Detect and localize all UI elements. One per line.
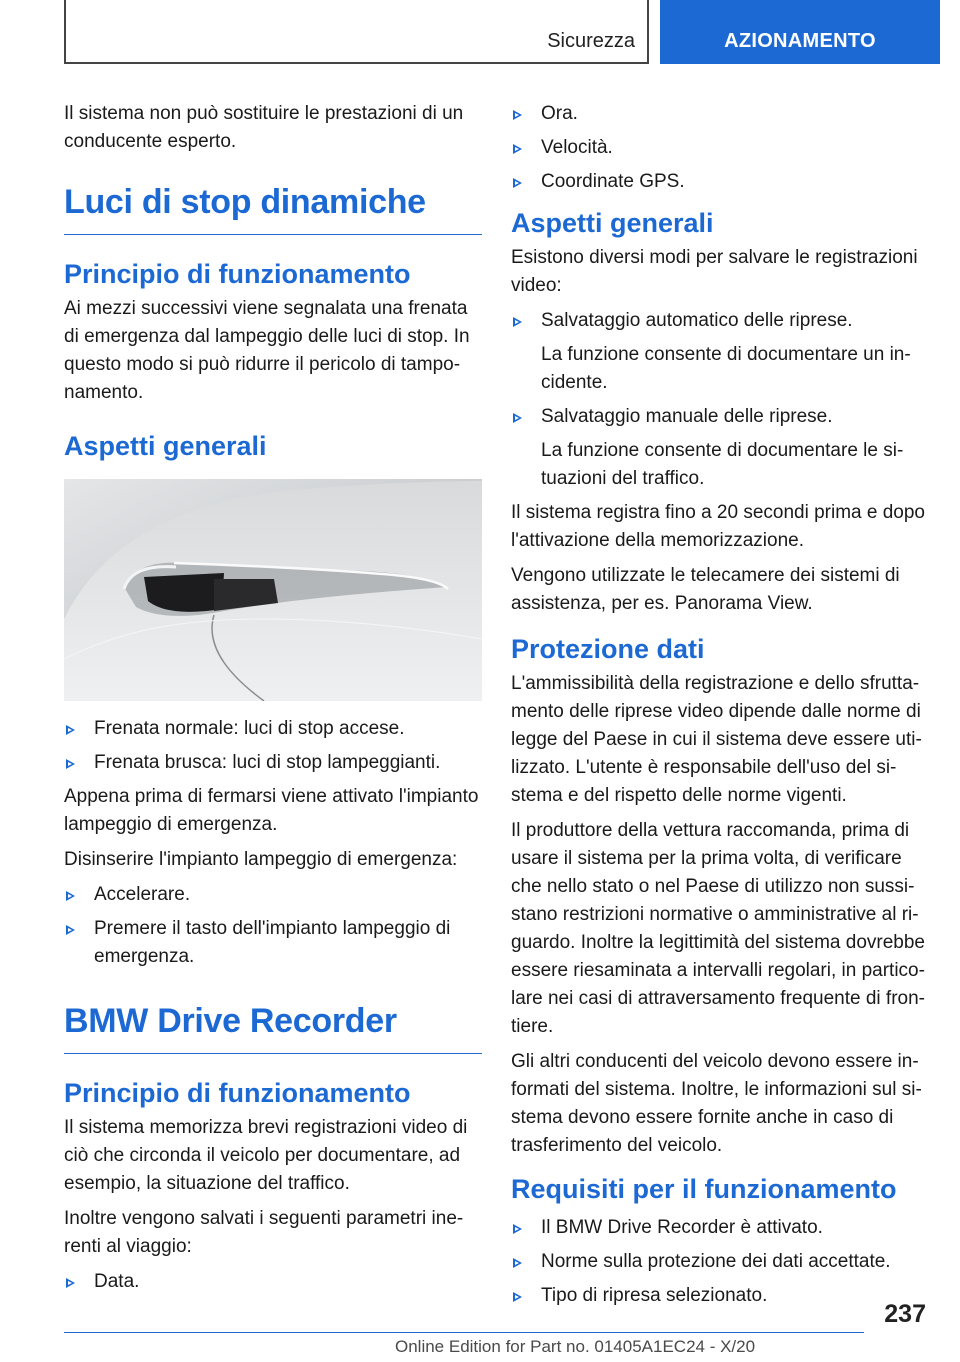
requirements-list (511, 1214, 927, 1310)
triangle-bullet-icon (513, 144, 522, 154)
list-item: Salvataggio automatico delle riprese. La funzione consente di documentare un incidente. (511, 307, 927, 397)
heading-drive-recorder: BMW Drive Recorder (64, 1001, 482, 1054)
paragraph-aspetti-3: Vengono utilizzate le telecamere dei sistemi di assistenza, per es. Panorama View. (511, 565, 900, 614)
heading-protezione-dati: Protezione dati (511, 634, 705, 664)
recorder-params-list-cont (511, 100, 927, 196)
triangle-bullet-icon (66, 1278, 75, 1288)
list-item: Tipo di ripresa selezionato. (511, 1282, 927, 1310)
list-item: Il BMW Drive Recorder è attivato. (511, 1214, 927, 1242)
heading-luci-di-stop: Luci di stop dinamiche (64, 182, 482, 235)
list-item: Data. (64, 1268, 482, 1296)
triangle-bullet-icon (513, 178, 522, 188)
section-title: Sicurezza (547, 30, 635, 52)
header-section-tab (64, 0, 649, 64)
footer-edition: Online Edition for Part no. 01405A1EC24 - X/20 (395, 1337, 756, 1356)
recorder-params-list (64, 1268, 482, 1296)
triangle-bullet-icon (513, 317, 522, 327)
tail-light-image (64, 479, 482, 701)
paragraph-aspetti-2: Il sistema registra fino a 20 secondi prima e dopo l'attivazione della memorizzazione. (511, 502, 925, 551)
heading-aspetti-luci: Aspetti generali (64, 431, 267, 461)
paragraph-recorder-1: Il sistema memorizza brevi registrazioni video di ciò che circonda il veicolo per documentare, ad esempio, la situazione del traffico. (64, 1117, 468, 1194)
heading-principio-recorder: Principio di funzionamento (64, 1078, 411, 1108)
triangle-bullet-icon (513, 1224, 522, 1234)
triangle-bullet-icon (513, 413, 522, 423)
triangle-bullet-icon (66, 725, 75, 735)
footer-divider (64, 1332, 864, 1333)
paragraph-recorder-2: Inoltre vengono salvati i seguenti parametri inerenti al viaggio: (64, 1208, 464, 1257)
list-item: Ora. (511, 100, 927, 128)
paragraph-luci-2: Disinserire l'impianto lampeggio di emergenza: (64, 849, 458, 870)
triangle-bullet-icon (513, 1258, 522, 1268)
paragraph-protezione-1: L'ammissibilità della registrazione e dello sfruttamento delle riprese video dipende dalle norme di legge del Paese in cui il sistema deve essere utilizzato. L'utente è responsabile dell'uso del sistema e del rispetto delle norme vigenti. (511, 673, 922, 806)
tail-light-illustration (64, 479, 482, 701)
list-item: Norme sulla protezione dei dati accettate. (511, 1248, 927, 1276)
save-modes-list (511, 307, 927, 493)
list-item: Coordinate GPS. (511, 168, 927, 196)
paragraph-protezione-2: Il produttore della vettura raccomanda, prima di usare il sistema per la prima volta, di verificare che nello stato o nel Paese di utilizzo non sussistano restrizioni normative o amministrative al riguardo. Inoltre la legittimità del sistema dovrebbe essere riesaminata a intervalli regolari, in particolare nei casi di attraversamento frequente di frontiere. (511, 820, 926, 1037)
paragraph-protezione-3: Gli altri conducenti del veicolo devono essere informati del sistema. Inoltre, le informazioni sul sistema devono essere fornite anche in caso di trasferimento del veicolo. (511, 1051, 922, 1156)
list-item: Velocità. (511, 134, 927, 162)
page-number: 237 (884, 1300, 926, 1328)
list-item: Frenata normale: luci di stop accese. (64, 715, 482, 743)
list-item: Premere il tasto dell'impianto lampeggio di emergenza. (64, 915, 482, 971)
triangle-bullet-icon (66, 891, 75, 901)
header-chapter-tab (660, 0, 940, 64)
paragraph-aspetti: Esistono diversi modi per salvare le registrazioni video: (511, 247, 918, 296)
triangle-bullet-icon (513, 1292, 522, 1302)
triangle-bullet-icon (66, 759, 75, 769)
triangle-bullet-icon (66, 925, 75, 935)
heading-requisiti: Requisiti per il funzionamento (511, 1174, 897, 1204)
list-item: Frenata brusca: luci di stop lampeggianti. (64, 749, 482, 777)
heading-aspetti-recorder: Aspetti generali (511, 208, 714, 238)
paragraph-principio-luci: Ai mezzi successivi viene segnalata una frenata di emergenza dal lampeggio delle luci di stop. In questo modo si può ridurre il pericolo di tamponamento. (64, 298, 470, 403)
chapter-title: AZIONAMENTO (724, 30, 876, 52)
intro-paragraph: Il sistema non può sostituire le prestazioni di un conducente esperto. (64, 103, 464, 152)
brake-light-list (64, 715, 482, 777)
left-column (64, 100, 482, 1302)
list-item: Accelerare. (64, 881, 482, 909)
triangle-bullet-icon (513, 110, 522, 120)
list-item: Salvataggio manuale delle riprese. La funzione consente di documentare le situazioni del traffico. (511, 403, 927, 493)
hazard-disable-list (64, 881, 482, 971)
paragraph-luci-1: Appena prima di fermarsi viene attivato l'impianto lampeggio di emergenza. (64, 786, 479, 835)
right-column (511, 100, 927, 1316)
heading-principio-luci: Principio di funzionamento (64, 259, 411, 289)
